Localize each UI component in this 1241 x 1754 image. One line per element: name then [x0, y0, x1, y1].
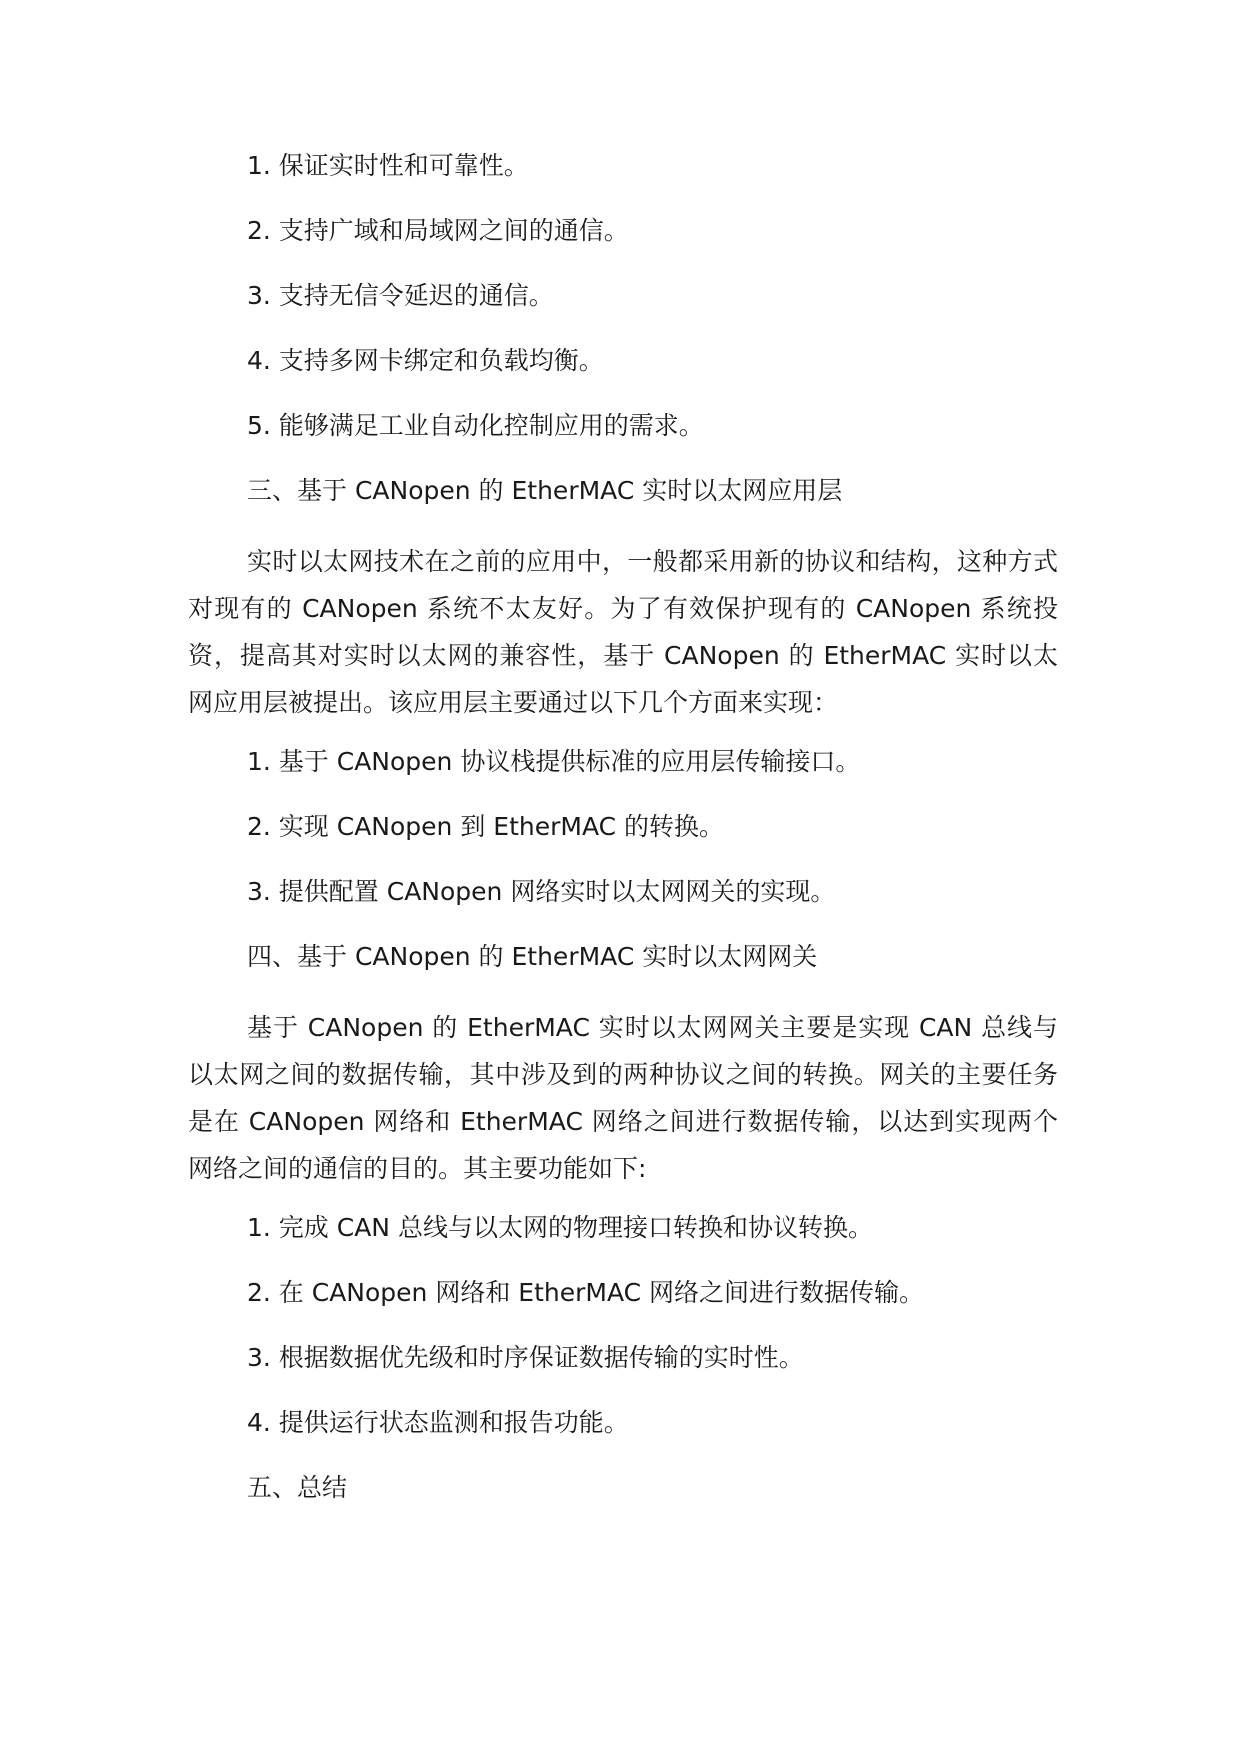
section-heading-4: 四、基于 CANopen 的 EtherMAC 实时以太网网关	[247, 942, 818, 971]
list-item: 3. 提供配置 CANopen 网络实时以太网网关的实现。	[247, 877, 836, 906]
list-item: 3. 支持无信令延迟的通信。	[247, 281, 554, 310]
list-item: 2. 在 CANopen 网络和 EtherMAC 网络之间进行数据传输。	[247, 1278, 925, 1307]
list-item: 3. 根据数据优先级和时序保证数据传输的实时性。	[247, 1343, 804, 1372]
list-item: 4. 提供运行状态监测和报告功能。	[247, 1408, 629, 1437]
list-item: 1. 保证实时性和可靠性。	[247, 151, 529, 180]
section-paragraph-4: 基于 CANopen 的 EtherMAC 实时以太网网关主要是实现 CAN 总线与以太网之间的数据传输，其中涉及到的两种协议之间的转换。网关的主要任务是在 CANopen 网络和 EtherMAC 网络之间进行数据传输，以达到实现两个网络之间的通信的目的。其主要功能如下:	[188, 1013, 1058, 1183]
list-item: 5. 能够满足工业自动化控制应用的需求。	[247, 411, 704, 440]
section-paragraph-3: 实时以太网技术在之前的应用中，一般都采用新的协议和结构，这种方式对现有的 CANopen 系统不太友好。为了有效保护现有的 CANopen 系统投资，提高其对实时以太网的兼容性，基于 CANopen 的 EtherMAC 实时以太网应用层被提出。该应用层主要通过以下几个方面来实现：	[188, 547, 1058, 717]
section-heading-5: 五、总结	[247, 1473, 348, 1502]
list-item: 4. 支持多网卡绑定和负载均衡。	[247, 346, 604, 375]
list-item: 2. 支持广域和局域网之间的通信。	[247, 216, 629, 245]
list-item: 2. 实现 CANopen 到 EtherMAC 的转换。	[247, 812, 725, 841]
document-body	[188, 148, 1058, 1535]
section-heading-3: 三、基于 CANopen 的 EtherMAC 实时以太网应用层	[247, 476, 843, 505]
list-item: 1. 完成 CAN 总线与以太网的物理接口转换和协议转换。	[247, 1213, 873, 1242]
list-item: 1. 基于 CANopen 协议栈提供标准的应用层传输接口。	[247, 747, 861, 776]
